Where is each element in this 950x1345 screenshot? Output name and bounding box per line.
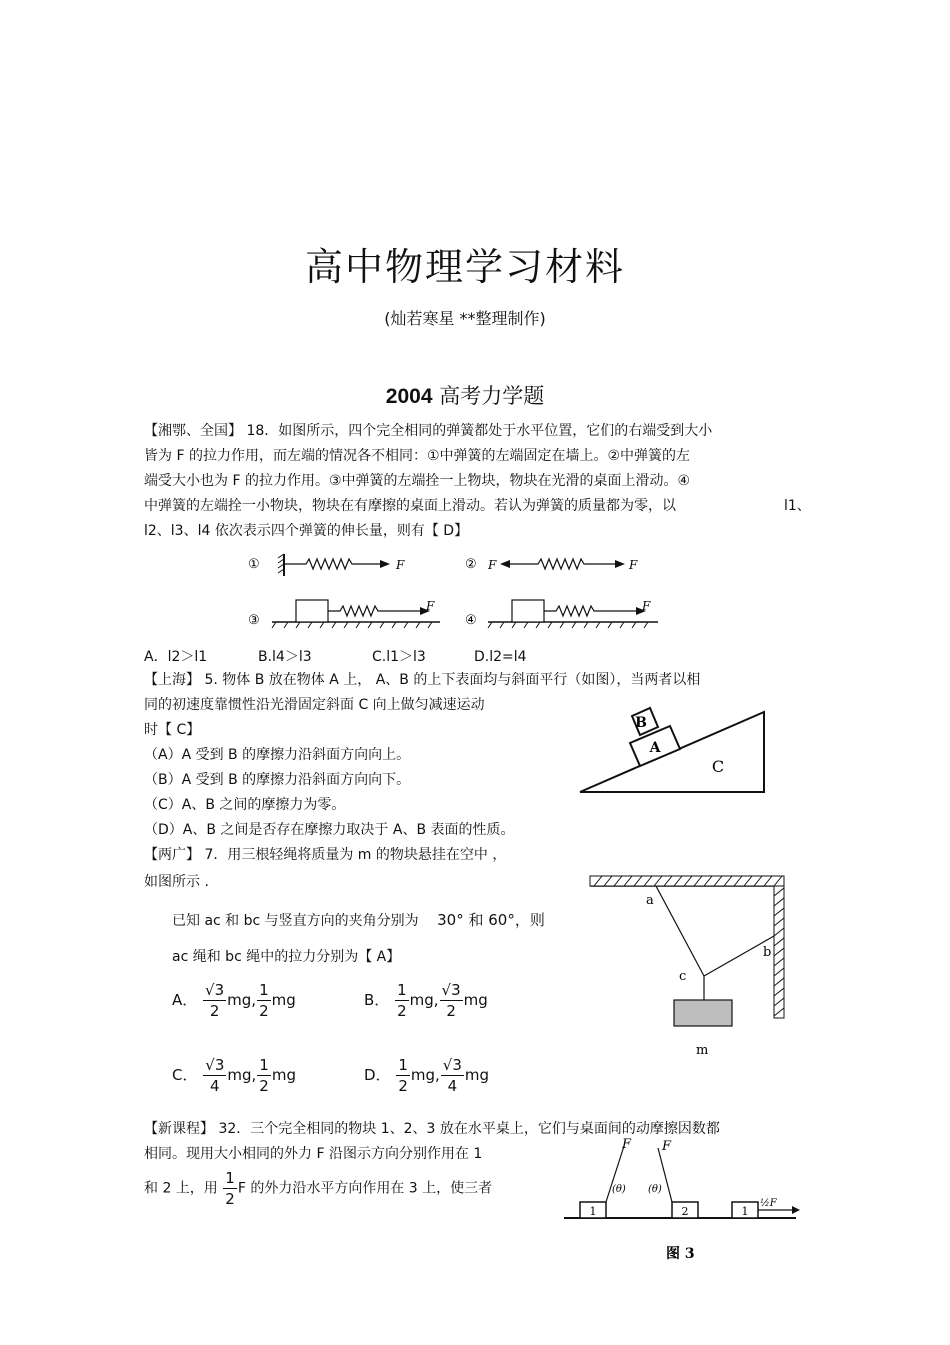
force-label: F — [426, 599, 435, 613]
denominator: 2 — [398, 1077, 408, 1095]
block-label: 1 — [589, 1205, 597, 1218]
q32-line3 — [144, 1168, 492, 1209]
numerator: √3 — [441, 981, 461, 999]
q18-option-c: C.l1＞l3 — [372, 649, 426, 665]
numerator: √3 — [442, 1056, 462, 1074]
q18-line: 皆为 F 的拉力作用，而左端的情况各不相同：①中弹簧的左端固定在墙上。②中弹簧的左 — [144, 448, 691, 464]
unit: mg, — [410, 1066, 440, 1084]
fraction — [257, 1055, 271, 1096]
fraction — [203, 980, 226, 1021]
q7-rope-figure — [586, 872, 792, 1064]
q5-option-c: （C）A、B 之间的摩擦力为零。 — [144, 797, 346, 813]
q18-line: 中弹簧的左端拴一小物块，物块在有摩擦的桌面上滑动。若认为弹簧的质量都为零，以 — [144, 498, 676, 514]
page-title: 高中物理学习材料 — [304, 245, 625, 289]
fraction — [441, 1055, 464, 1096]
numerator: 1 — [259, 981, 269, 999]
force-label: F — [396, 558, 405, 572]
arrow-head — [380, 560, 390, 568]
label-m: m — [696, 1043, 709, 1058]
figure-caption: 图 3 — [666, 1246, 695, 1262]
unit: mg, — [227, 991, 257, 1009]
force-label: F — [622, 1137, 632, 1152]
angle-label: (θ) — [648, 1184, 662, 1195]
label-c: c — [679, 969, 687, 984]
q5-line: 时【 C】 — [144, 722, 201, 738]
q7-line: 【两广】 7．用三根轻绳将质量为 m 的物块悬挂在空中 ， — [144, 847, 507, 863]
q18-option-d: D.l2=l4 — [474, 649, 527, 665]
denominator: 2 — [259, 1002, 269, 1020]
q5-incline-figure — [574, 698, 770, 798]
figure-label-4: ④ — [465, 613, 477, 628]
mass-block — [674, 1000, 732, 1026]
numerator: √3 — [205, 981, 225, 999]
rope-ac — [656, 886, 704, 976]
spring — [328, 606, 420, 616]
fraction — [257, 980, 271, 1021]
block — [512, 600, 544, 622]
q5-option-d: （D）A、B 之间是否存在摩擦力取决于 A、B 表面的性质。 — [144, 822, 515, 838]
label-b: b — [763, 945, 772, 960]
q32-line3-post: F 的外力沿水平方向作用在 3 上，使三者 — [237, 1180, 493, 1197]
figure-label-1: ① — [248, 557, 260, 572]
numerator: 1 — [398, 1056, 408, 1074]
q7-angles: 30° 和 60°，则 — [437, 911, 545, 929]
q32-line3-pre: 和 2 上，用 — [144, 1180, 218, 1197]
section-title: 高考力学题 — [439, 384, 545, 408]
force-label: F — [642, 599, 651, 613]
table-hatch — [272, 622, 432, 628]
fraction-half — [223, 1168, 237, 1209]
label-b: B — [635, 715, 647, 731]
denominator: 2 — [225, 1190, 235, 1208]
q7-line: 如图所示 . — [144, 874, 209, 890]
spring — [284, 559, 380, 569]
arrow-head — [792, 1206, 800, 1214]
option-label: D． — [364, 1066, 391, 1084]
denominator: 4 — [210, 1077, 220, 1095]
q7-condition — [172, 910, 545, 931]
q7-option-a — [172, 980, 296, 1021]
option-label: B． — [364, 991, 390, 1009]
spring — [510, 559, 615, 569]
q18-line: 【湘鄂、全国】 18．如图所示，四个完全相同的弹簧都处于水平位置，它们的右端受到大小 — [144, 423, 713, 439]
unit: mg, — [227, 1066, 257, 1084]
numerator: 1 — [259, 1056, 269, 1074]
unit: mg — [464, 1066, 490, 1084]
q32-line: 相同。现用大小相同的外力 F 沿图示方向分别作用在 1 — [144, 1146, 483, 1162]
fraction — [440, 980, 463, 1021]
fraction — [395, 980, 409, 1021]
denominator: 4 — [447, 1077, 458, 1095]
q32-line: 【新课程】 32．三个完全相同的物块 1、2、3 放在水平桌上，它们与桌面间的动摩擦因数都 — [144, 1121, 720, 1137]
table-hatch — [488, 622, 648, 628]
q7-condition-text: 已知 ac 和 bc 与竖直方向的夹角分别为 — [172, 913, 419, 929]
denominator: 2 — [446, 1002, 456, 1020]
numerator: √3 — [205, 1056, 225, 1074]
denominator: 2 — [209, 1002, 220, 1020]
q18-springs-figure — [240, 548, 670, 634]
q7-ask: ac 绳和 bc 绳中的拉力分别为【 A】 — [172, 949, 401, 965]
q5-option-a: （A）A 受到 B 的摩擦力沿斜面方向向上。 — [144, 747, 411, 763]
fraction — [203, 1055, 226, 1096]
option-label: A． — [172, 991, 198, 1009]
unit: mg — [271, 1066, 296, 1084]
q32-figure — [560, 1134, 808, 1262]
denominator: 2 — [259, 1077, 269, 1095]
block — [296, 600, 328, 622]
spring — [544, 606, 636, 616]
q5-line: 同的初速度靠惯性沿光滑固定斜面 C 向上做匀减速运动 — [144, 697, 485, 713]
half-force-label: ½F — [760, 1198, 777, 1209]
block-label: 1 — [741, 1205, 749, 1218]
angle-label: (θ) — [612, 1184, 626, 1195]
unit: mg — [463, 991, 488, 1009]
fraction — [396, 1055, 410, 1096]
q7-option-c — [172, 1055, 296, 1096]
q7-option-d — [364, 1055, 489, 1096]
label-a: A — [649, 740, 661, 756]
q18-option-b: B.l4＞l3 — [258, 649, 312, 665]
unit: mg — [271, 991, 296, 1009]
figure-label-2: ② — [465, 557, 477, 572]
force-label: F — [629, 558, 638, 572]
arrow-head — [615, 560, 625, 568]
q18-line-tail: l1、 — [784, 498, 811, 514]
force-label: F — [488, 558, 497, 572]
unit: mg, — [409, 991, 439, 1009]
label-c: C — [711, 757, 725, 776]
page-subtitle: (灿若寒星 **整理制作) — [384, 309, 546, 328]
q18-line: l2、l3、l4 依次表示四个弹簧的伸长量，则有【 D】 — [144, 523, 469, 539]
block-label: 2 — [681, 1205, 689, 1218]
q18-line: 端受大小也为 F 的拉力作用。③中弹簧的左端拴一上物块，物块在光滑的桌面上滑动。④ — [144, 473, 691, 489]
q18-option-a: A．l2＞l1 — [144, 649, 208, 665]
section-year: 2004 — [385, 385, 433, 408]
denominator: 2 — [397, 1002, 407, 1020]
numerator: 1 — [397, 981, 407, 999]
section-heading — [0, 380, 930, 410]
option-label: C． — [172, 1066, 198, 1084]
q5-line: 【上海】 5. 物体 B 放在物体 A 上， A、B 的上下表面均与斜面平行（如图），当两者以相 — [144, 672, 701, 688]
numerator: 1 — [225, 1169, 235, 1187]
label-a: a — [646, 893, 654, 908]
force-label: F — [662, 1139, 672, 1154]
arrow-head — [500, 560, 510, 568]
q5-option-b: （B）A 受到 B 的摩擦力沿斜面方向向下。 — [144, 772, 411, 788]
q7-option-b — [364, 980, 488, 1021]
figure-label-3: ③ — [248, 613, 260, 628]
